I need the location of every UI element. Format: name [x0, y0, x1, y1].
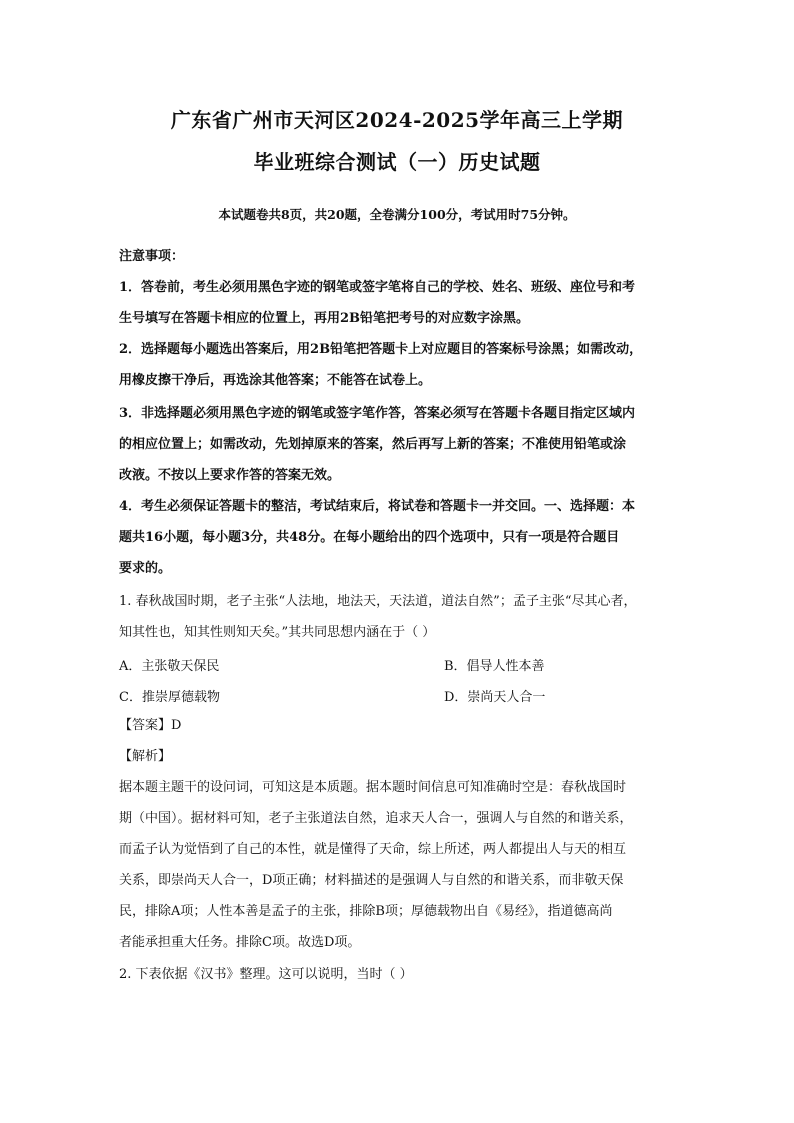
notice-line: 要求的。 [119, 561, 172, 576]
analysis-line: 者能承担重大任务。排除C项。故选D项。 [119, 935, 361, 950]
analysis-heading: 【解析】 [119, 749, 172, 764]
analysis-line: 期（中国）。据材料可知，老子主张道法自然，追求天人合一，强调人与自然的和谐关系， [119, 811, 633, 826]
analysis-line: 而孟子认为觉悟到了自己的本性，就是懂得了天命，综上所述，两人都提出人与天的相互 [119, 842, 627, 857]
exam-title-line-2: 毕业班综合测试（一）历史试题 [253, 150, 541, 174]
question-1-stem: 1. 春秋战国时期，老子主张“人法地，地法天，天法道，道法自然”；孟子主张“尽其心者， [119, 594, 637, 609]
analysis-line: 据本题主题干的设问词，可知这是本质题。据本题时间信息可知准确时空是：春秋战国时 [119, 780, 627, 795]
question-2-stem: 2. 下表依据《汉书》整理。这可以说明，当时（ ） [119, 967, 413, 982]
notice-heading: 注意事项： [119, 249, 185, 264]
notice-line: 用橡皮擦干净后，再选涂其他答案；不能答在试卷上。 [119, 373, 432, 388]
option-d: D．崇尚天人合一 [444, 690, 546, 705]
exam-title-line-1: 广东省广州市天河区2024-2025学年高三上学期 [170, 108, 624, 132]
option-a: A．主张敬天保民 [119, 659, 220, 674]
analysis-line: 民，排除A项；人性本善是孟子的主张，排除B项；厚德载物出自《易经》，指道德高尚 [119, 904, 613, 919]
exam-intro: 本试题卷共8页，共20题，全卷满分100分，考试用时75分钟。 [218, 207, 576, 222]
option-c: C．推崇厚德载物 [119, 690, 220, 705]
question-1-stem: 知其性也，知其性则知天矣。”其共同思想内涵在于（ ） [119, 625, 436, 640]
notice-line: 改液。不按以上要求作答的答案无效。 [119, 468, 341, 483]
notice-line: 2．选择题每小题选出答案后，用2B铅笔把答题卡上对应题目的答案标号涂黑；如需改动， [119, 342, 643, 357]
notice-line: 3．非选择题必须用黑色字迹的钢笔或签字笔作答，答案必须写在答题卡各题目指定区域内 [119, 406, 636, 421]
notice-line: 题共16小题，每小题3分，共48分。在每小题给出的四个选项中，只有一项是符合题目 [119, 530, 620, 545]
analysis-line: 关系，即崇尚天人合一，D项正确；材料描述的是强调人与自然的和谐关系，而非敬天保 [119, 873, 624, 888]
option-b: B．倡导人性本善 [444, 659, 545, 674]
notice-line: 4．考生必须保证答题卡的整洁，考试结束后，将试卷和答题卡一并交回。一、选择题：本 [119, 499, 636, 514]
notice-line: 生号填写在答题卡相应的位置上，再用2B铅笔把考号的对应数字涂黑。 [119, 311, 530, 326]
answer-label: 【答案】D [119, 718, 182, 733]
notice-line: 的相应位置上；如需改动，先划掉原来的答案，然后再写上新的答案；不准使用铅笔或涂 [119, 437, 627, 452]
notice-line: 1．答卷前，考生必须用黑色字迹的钢笔或签字笔将自己的学校、姓名、班级、座位号和考 [119, 280, 636, 295]
